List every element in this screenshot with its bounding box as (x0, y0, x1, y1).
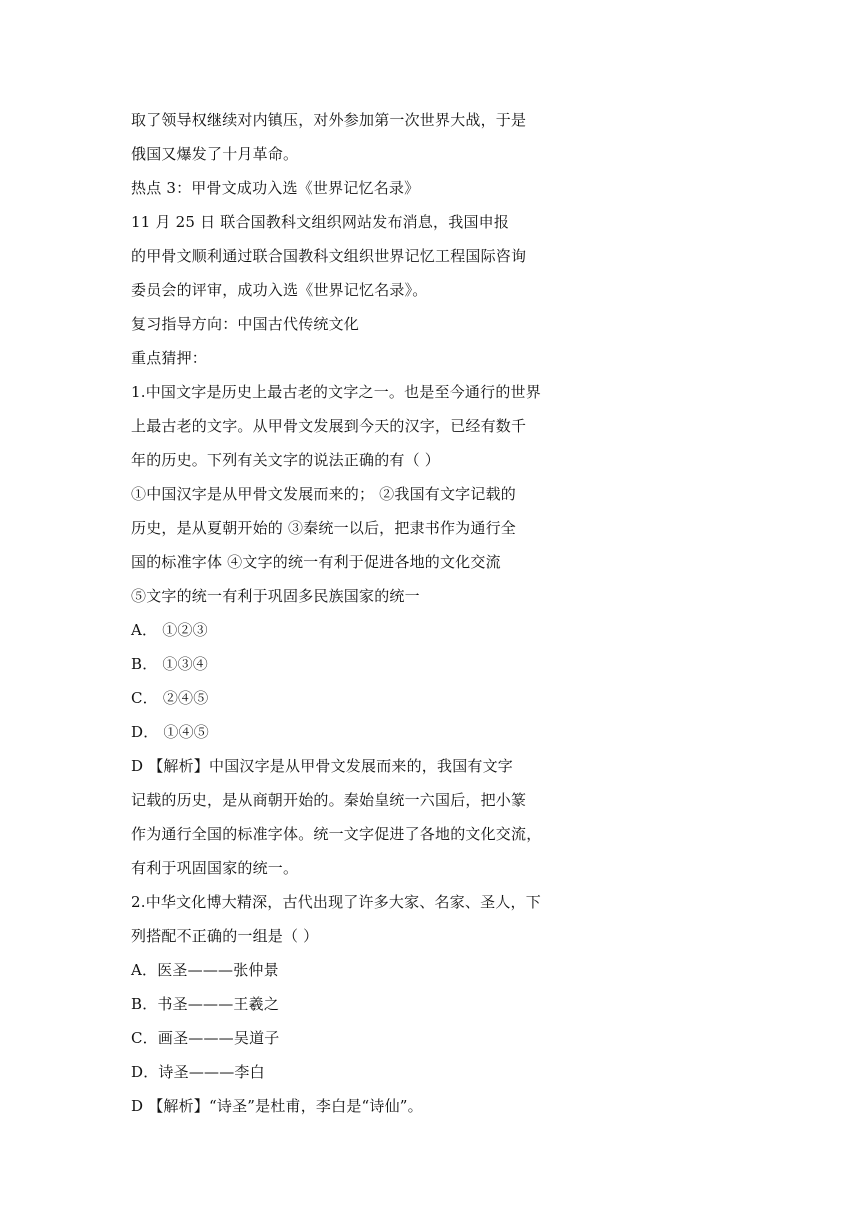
key-prediction-heading: 重点猜押： (131, 349, 208, 367)
answer-analysis: D 【解析】“诗圣”是杜甫，李白是“诗仙”。 (131, 1097, 423, 1115)
question-2-text: 2.中华文化博大精深，古代出现了许多大家、名家、圣人，下 (131, 893, 541, 911)
question-1-statement: 国的标准字体 ④文字的统一有利于促进各地的文化交流 (131, 553, 501, 571)
text-line: 取了领导权继续对内镇压，对外参加第一次世界大战，于是 (131, 111, 527, 129)
text-line: 11 月 25 日 联合国教科文组织网站发布消息，我国申报 (131, 213, 510, 231)
question-1-text: 年的历史。下列有关文字的说法正确的有（ ） (131, 451, 440, 469)
question-1-text: 上最古老的文字。从甲骨文发展到今天的汉字，已经有数千 (131, 417, 527, 435)
answer-analysis: D 【解析】中国汉字是从甲骨文发展而来的，我国有文字 (131, 757, 513, 775)
answer-analysis: 有利于巩固国家的统一。 (131, 859, 299, 877)
option-d: D． ①④⑤ (131, 723, 209, 741)
text-line: 委员会的评审，成功入选《世界记忆名录》。 (131, 281, 428, 299)
option-a: A． ①②③ (131, 621, 208, 639)
text-line: 俄国又爆发了十月革命。 (131, 145, 299, 163)
question-2-text: 列搭配不正确的一组是（ ） (131, 927, 319, 945)
question-1-statement: 历史，是从夏朝开始的 ③秦统一以后，把隶书作为通行全 (131, 519, 516, 537)
text-line: 的甲骨文顺利通过联合国教科文组织世界记忆工程国际咨询 (131, 247, 527, 265)
answer-analysis: 记载的历史，是从商朝开始的。秦始皇统一六国后，把小篆 (131, 791, 527, 809)
hotspot-heading: 热点 3：甲骨文成功入选《世界记忆名录》 (131, 179, 420, 197)
review-direction: 复习指导方向：中国古代传统文化 (131, 315, 360, 333)
question-1-statement: ⑤文字的统一有利于巩固多民族国家的统一 (131, 587, 420, 605)
answer-analysis: 作为通行全国的标准字体。统一文字促进了各地的文化交流， (131, 825, 542, 843)
option-b: B． ①③④ (131, 655, 208, 673)
question-1-statement: ①中国汉字是从甲骨文发展而来的； ②我国有文字记载的 (131, 485, 516, 503)
option-a: A．医圣———张仲景 (131, 961, 279, 979)
option-c: C． ②④⑤ (131, 689, 209, 707)
option-d: D．诗圣———李白 (131, 1063, 265, 1081)
option-b: B．书圣———王羲之 (131, 995, 280, 1013)
option-c: C．画圣———吴道子 (131, 1029, 280, 1047)
question-1-text: 1.中国文字是历史上最古老的文字之一。也是至今通行的世界 (131, 383, 541, 401)
